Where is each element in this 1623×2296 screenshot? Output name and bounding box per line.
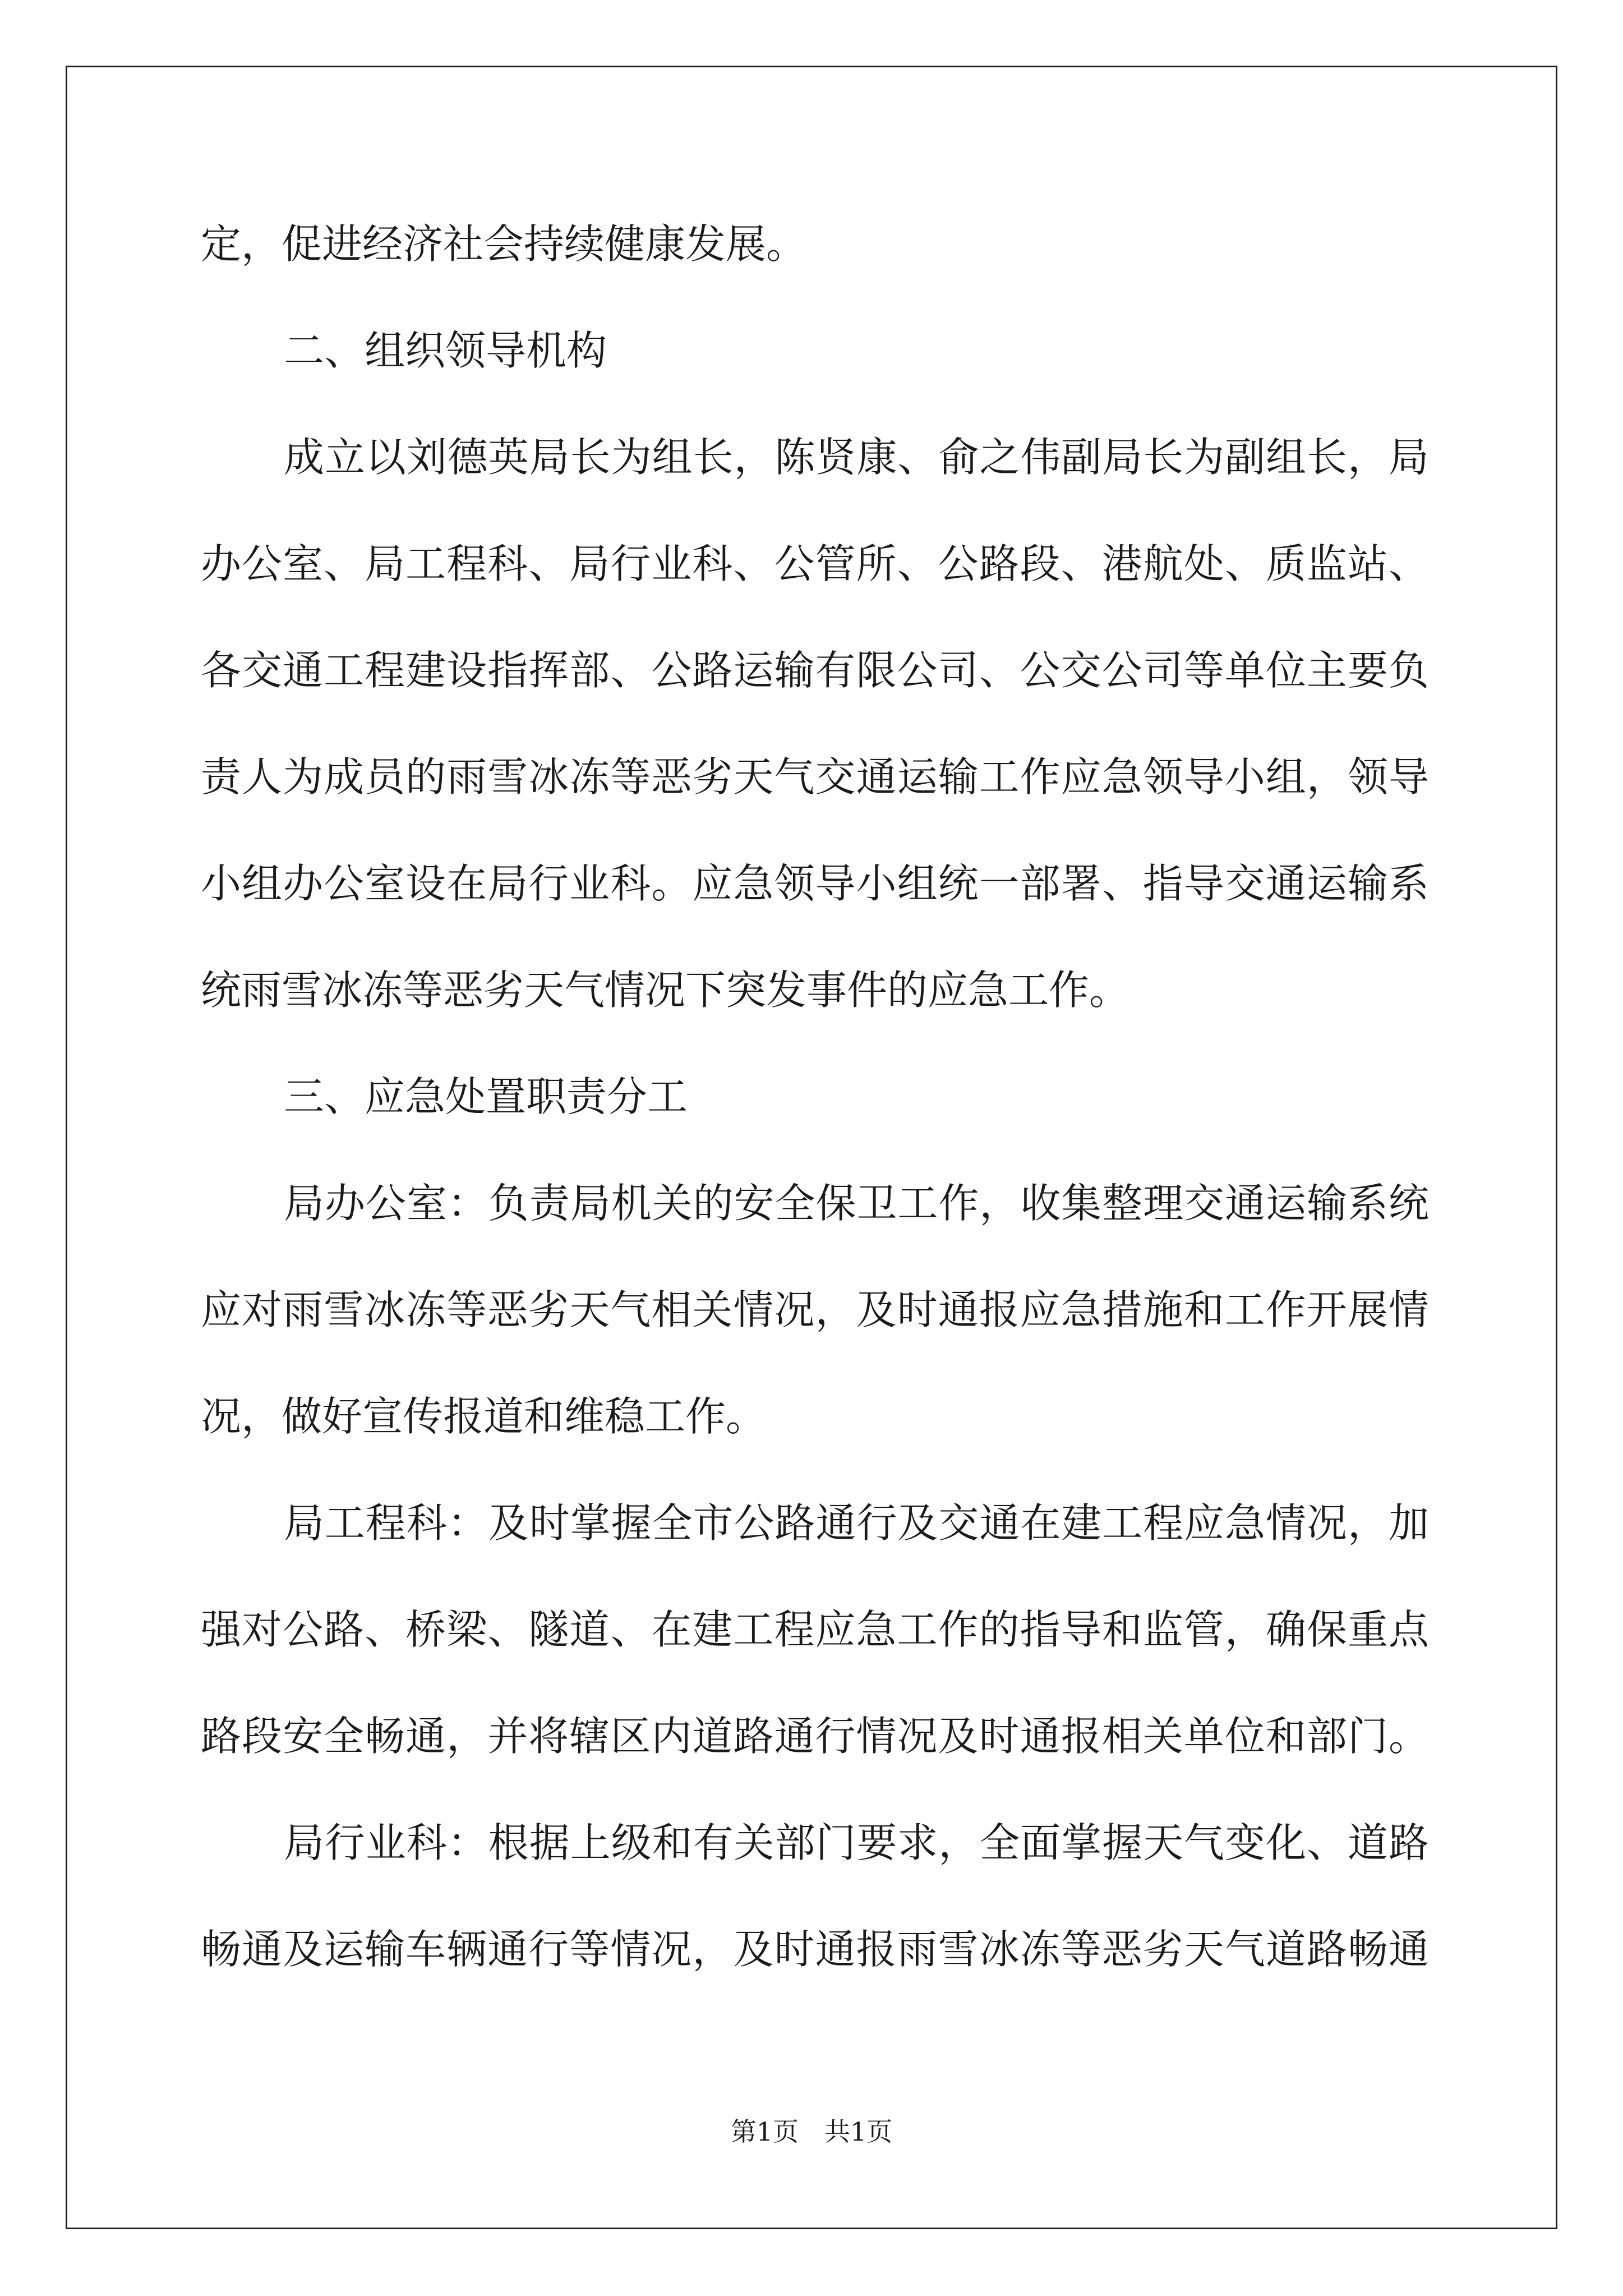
page-number-footer: 第1页 共1页 <box>730 2116 893 2147</box>
body-line: 应对雨雪冰冻等恶劣天气相关情况，及时通报应急措施和工作开展情 <box>201 1286 1429 1333</box>
body-line: 况，做好宣传报道和维稳工作。 <box>201 1393 767 1440</box>
body-line: 统雨雪冰冻等恶劣天气情况下突发事件的应急工作。 <box>201 967 1130 1014</box>
body-line: 各交通工程建设指挥部、公路运输有限公司、公交公司等单位主要负 <box>201 647 1429 694</box>
section-heading: 三、应急处置职责分工 <box>284 1073 688 1120</box>
body-line: 局办公室：负责局机关的安全保卫工作，收集整理交通运输系统 <box>284 1180 1429 1227</box>
section-heading: 二、组织领导机构 <box>284 327 607 374</box>
body-line: 责人为成员的雨雪冰冻等恶劣天气交通运输工作应急领导小组，领导 <box>201 753 1429 800</box>
body-line: 局工程科：及时掌握全市公路通行及交通在建工程应急情况，加 <box>284 1499 1429 1547</box>
body-line: 畅通及运输车辆通行等情况，及时通报雨雪冰冻等恶劣天气道路畅通 <box>201 1926 1429 1973</box>
body-line: 定，促进经济社会持续健康发展。 <box>201 220 807 268</box>
body-line: 成立以刘德英局长为组长，陈贤康、俞之伟副局长为副组长，局 <box>284 434 1429 481</box>
page-border <box>66 66 1557 2229</box>
body-line: 局行业科：根据上级和有关部门要求，全面掌握天气变化、道路 <box>284 1819 1429 1866</box>
body-line: 小组办公室设在局行业科。应急领导小组统一部署、指导交通运输系 <box>201 860 1429 907</box>
body-line: 强对公路、桥梁、隧道、在建工程应急工作的指导和监管，确保重点 <box>201 1606 1429 1653</box>
body-line: 路段安全畅通，并将辖区内道路通行情况及时通报相关单位和部门。 <box>201 1713 1429 1760</box>
body-line: 办公室、局工程科、局行业科、公管所、公路段、港航处、质监站、 <box>201 540 1429 587</box>
